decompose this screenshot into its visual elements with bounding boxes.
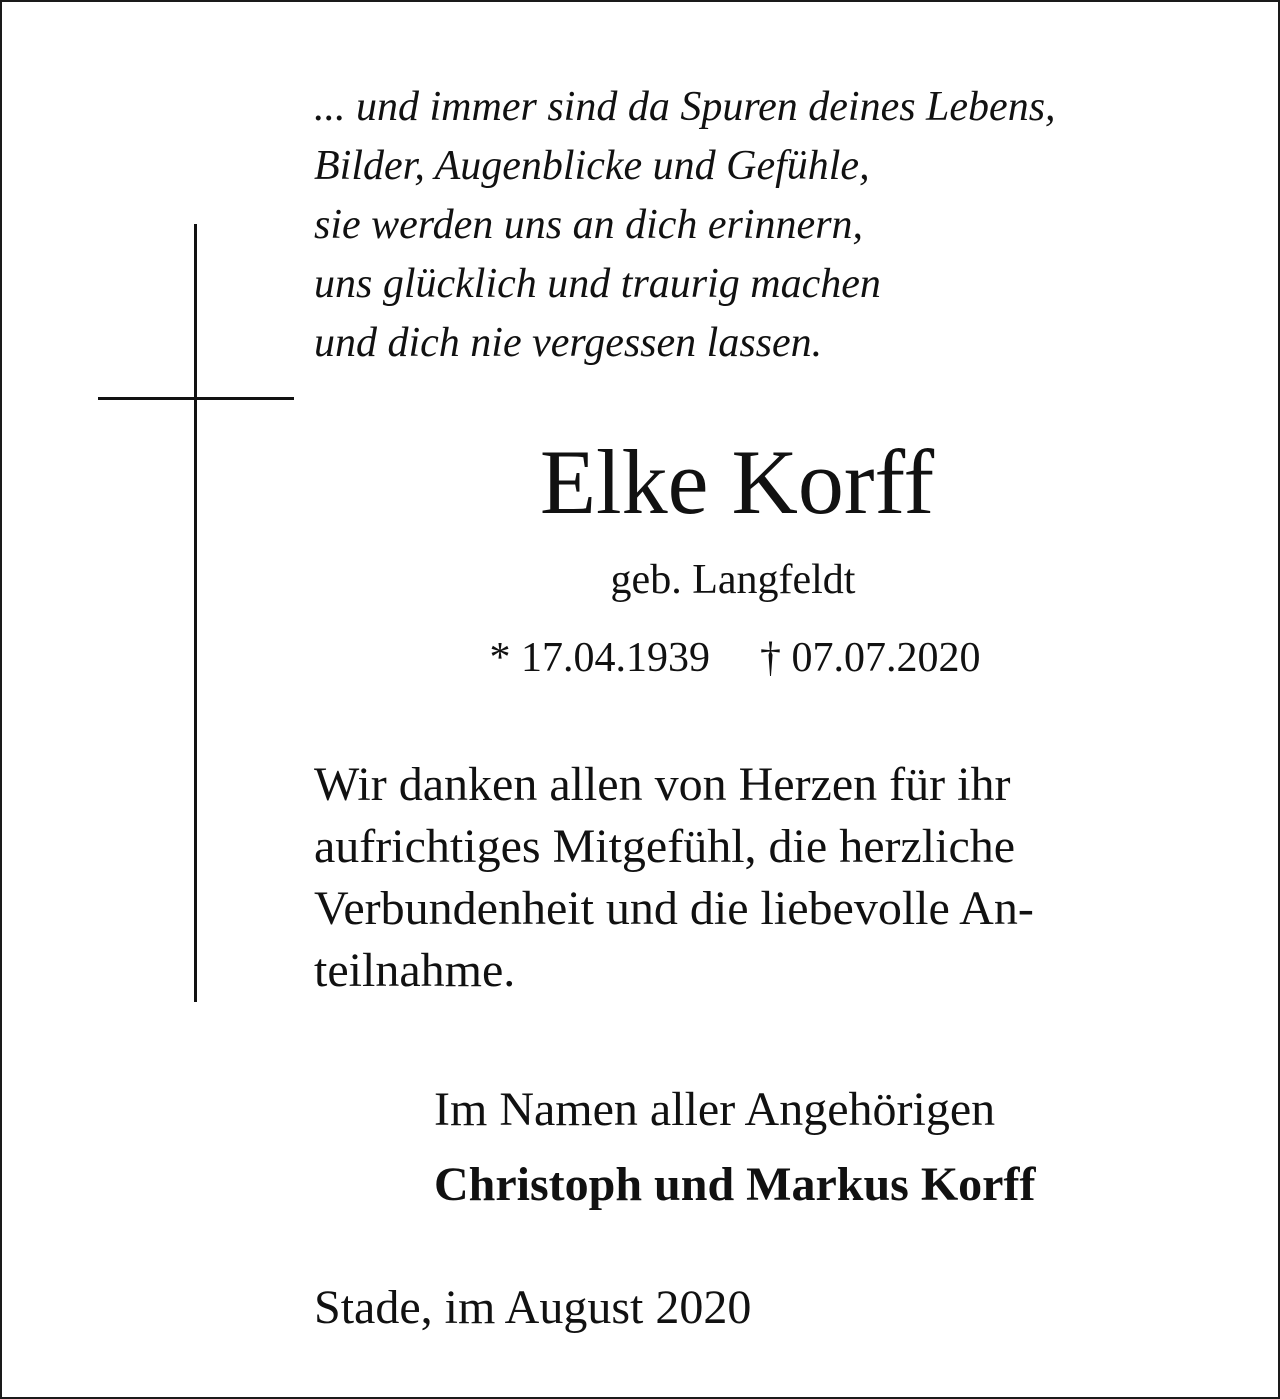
- birth-name: geb. Langfeldt: [610, 557, 856, 603]
- thanks-message: [314, 754, 1214, 1002]
- death-date: † 07.07.2020: [760, 635, 981, 681]
- thanks-line: Wir danken allen von Herzen für ihr: [314, 758, 1011, 811]
- memorial-poem: [314, 78, 1264, 373]
- poem-line: uns glücklich und traurig machen: [314, 261, 881, 307]
- poem-line: und dich nie vergessen lassen.: [314, 320, 823, 366]
- birth-date: * 17.04.1939: [489, 635, 710, 681]
- poem-line: Bilder, Augenblicke und Gefühle,: [314, 143, 870, 189]
- deceased-name: Elke Korff: [539, 431, 935, 533]
- place-and-date: Stade, im August 2020: [314, 1281, 752, 1334]
- poem-line: ... und immer sind da Spuren deines Lebens,: [314, 84, 1056, 130]
- signer-names: Christoph und Markus Korff: [434, 1158, 1036, 1211]
- thanks-line: teilnahme.: [314, 944, 516, 997]
- thanks-line: Verbundenheit und die liebevolle An-: [314, 882, 1034, 935]
- poem-line: sie werden uns an dich erinnern,: [314, 202, 864, 248]
- life-dates: [302, 630, 1168, 686]
- cross-horizontal-bar: [98, 397, 294, 400]
- cross-vertical-bar: [194, 224, 197, 1002]
- on-behalf-text: Im Namen aller Angehörigen: [434, 1083, 996, 1136]
- thanks-line: aufrichtiges Mitgefühl, die herzliche: [314, 820, 1016, 873]
